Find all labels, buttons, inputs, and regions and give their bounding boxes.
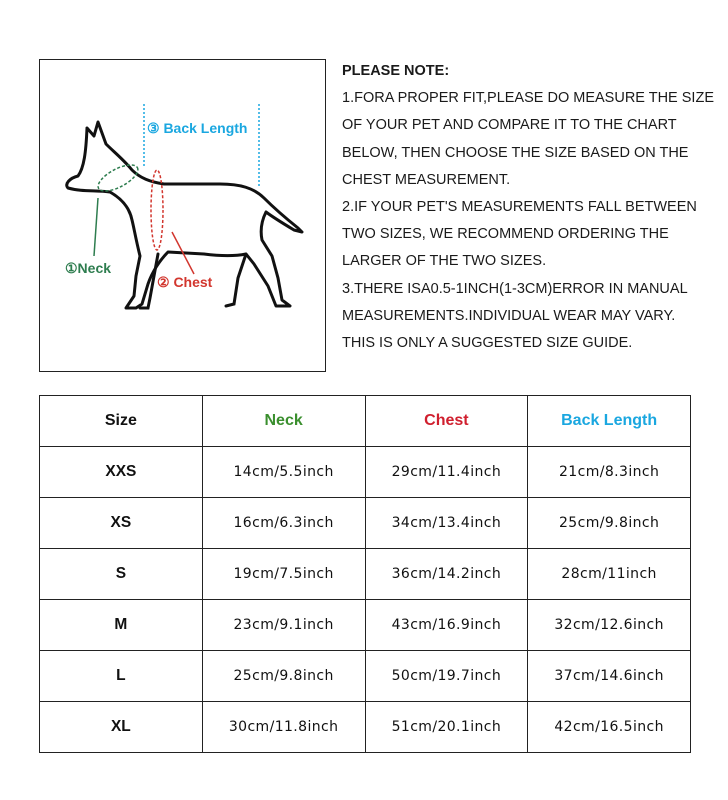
chest-cell: 43cm/16.9inch xyxy=(365,600,528,651)
neck-cell: 23cm/9.1inch xyxy=(202,600,365,651)
back-length-cell: 37cm/14.6inch xyxy=(528,651,691,702)
note-line: 1.FORA PROPER FIT,PLEASE DO MEASURE THE SIZE xyxy=(342,90,714,107)
note-line: BELOW, THEN CHOOSE THE SIZE BASED ON THE xyxy=(342,144,689,161)
neck-pointer-line xyxy=(94,198,98,256)
note-line: THIS IS ONLY A SUGGESTED SIZE GUIDE. xyxy=(342,335,633,352)
size-cell: S xyxy=(40,549,203,600)
header-size: Size xyxy=(40,396,203,447)
back-length-cell: 28cm/11inch xyxy=(528,549,691,600)
back-length-cell: 25cm/9.8inch xyxy=(528,498,691,549)
neck-cell: 16cm/6.3inch xyxy=(202,498,365,549)
neck-cell: 14cm/5.5inch xyxy=(202,447,365,498)
table-row xyxy=(40,447,691,498)
size-cell: XS xyxy=(40,498,203,549)
table-row xyxy=(40,702,691,753)
note-line: TWO SIZES, WE RECOMMEND ORDERING THE xyxy=(342,226,669,243)
note-line: OF YOUR PET AND COMPARE IT TO THE CHART xyxy=(342,117,677,134)
size-cell: XL xyxy=(40,702,203,753)
size-cell: XXS xyxy=(40,447,203,498)
note-line: CHEST MEASUREMENT. xyxy=(342,171,511,188)
note-line: LARGER OF THE TWO SIZES. xyxy=(342,253,547,270)
note-line: 2.IF YOUR PET'S MEASUREMENTS FALL BETWEEN xyxy=(342,199,697,216)
table-row xyxy=(40,600,691,651)
chest-cell: 29cm/11.4inch xyxy=(365,447,528,498)
chest-cell: 34cm/13.4inch xyxy=(365,498,528,549)
header-chest: Chest xyxy=(365,396,528,447)
back-length-cell: 32cm/12.6inch xyxy=(528,600,691,651)
measurement-diagram xyxy=(39,59,326,372)
table-row xyxy=(40,498,691,549)
chest-cell: 50cm/19.7inch xyxy=(365,651,528,702)
neck-label: ①Neck xyxy=(65,260,112,276)
note-line: MEASUREMENTS.INDIVIDUAL WEAR MAY VARY. xyxy=(342,307,676,324)
chest-cell: 51cm/20.1inch xyxy=(365,702,528,753)
chest-label: ② Chest xyxy=(157,274,213,290)
size-cell: L xyxy=(40,651,203,702)
note-title: PLEASE NOTE: xyxy=(342,63,450,79)
back-length-label: ③ Back Length xyxy=(147,120,248,136)
size-chart-table xyxy=(39,395,691,753)
table-row xyxy=(40,549,691,600)
back-length-cell: 21cm/8.3inch xyxy=(528,447,691,498)
neck-measure-ring xyxy=(94,160,141,197)
neck-cell: 30cm/11.8inch xyxy=(202,702,365,753)
neck-cell: 19cm/7.5inch xyxy=(202,549,365,600)
size-cell: M xyxy=(40,600,203,651)
header-neck: Neck xyxy=(202,396,365,447)
dog-silhouette-icon xyxy=(40,60,327,373)
header-back-length: Back Length xyxy=(528,396,691,447)
table-row xyxy=(40,651,691,702)
table-header-row xyxy=(40,396,691,447)
chest-cell: 36cm/14.2inch xyxy=(365,549,528,600)
note-line: 3.THERE ISA0.5-1INCH(1-3CM)ERROR IN MANUAL xyxy=(342,280,688,297)
please-note-section xyxy=(342,58,712,357)
neck-cell: 25cm/9.8inch xyxy=(202,651,365,702)
back-length-cell: 42cm/16.5inch xyxy=(528,702,691,753)
